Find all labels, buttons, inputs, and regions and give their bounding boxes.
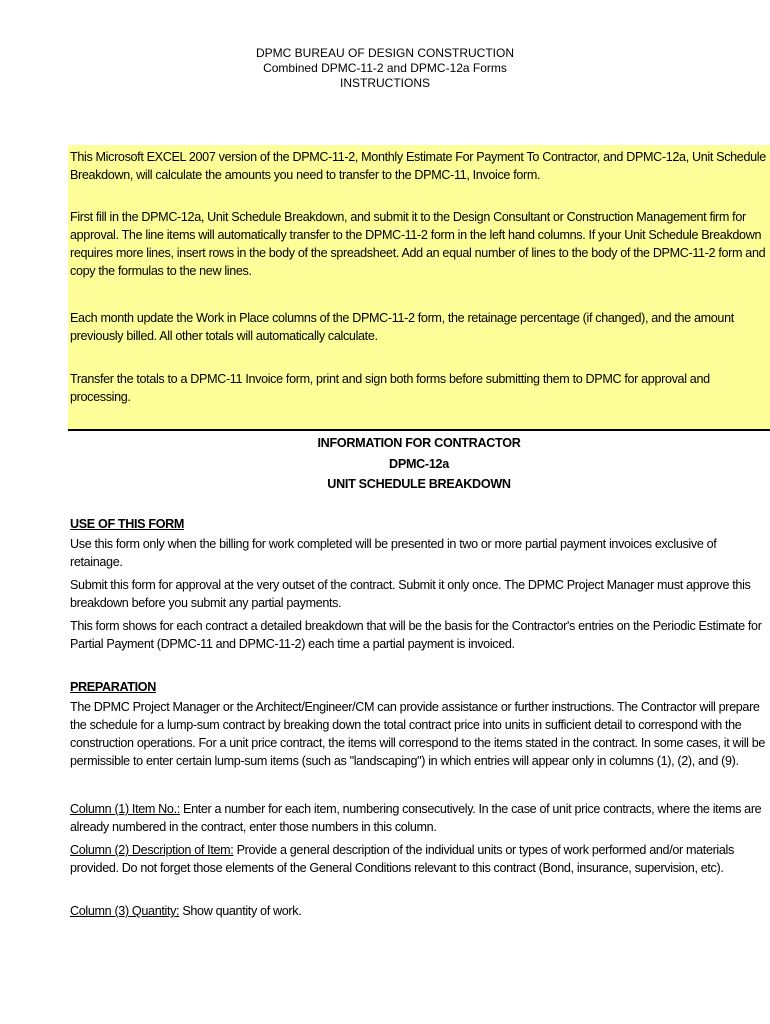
preparation-title: PREPARATION	[70, 680, 156, 694]
document-header	[0, 46, 770, 91]
info-heading-line2: DPMC-12a	[389, 456, 449, 471]
instructions-para-3: Each month update the Work in Place columns of the DPMC-11-2 form, the retainage percentage (if changed), and the amount previously billed. All other totals will automatically calculate.	[70, 311, 734, 343]
info-heading	[68, 433, 770, 495]
use-of-form-title: USE OF THIS FORM	[70, 517, 185, 531]
column-2-label: Column (2) Description of Item:	[70, 843, 234, 857]
preparation-para-1: The DPMC Project Manager or the Architect/Engineer/CM can provide assistance or further instructions. The Contractor will prepare the schedule for a lump-sum contract by breaking down the total contract price into units in sufficient detail to correspond with the construction operations. For a unit price contract, the items will correspond to the items stated in the contract. In some cases, it will be permissible to enter certain lump-sum items (such as "landscaping") in which entries will appear only in columns (1), (2), and (9).	[70, 700, 766, 768]
column-2-text: Provide a general description of the individual units or types of work performed and/or materials provided. Do not forget those elements of the General Conditions relevant to this contract (Bond, insurance, supervision, etc).	[70, 843, 734, 875]
instructions-para-4: Transfer the totals to a DPMC-11 Invoice form, print and sign both forms before submitting them to DPMC for approval and processing.	[70, 372, 710, 404]
header-instructions: INSTRUCTIONS	[340, 76, 430, 90]
header-bureau: DPMC BUREAU OF DESIGN CONSTRUCTION	[255, 46, 514, 60]
header-forms: Combined DPMC-11-2 and DPMC-12a Forms	[263, 61, 507, 75]
column-3-text: Show quantity of work.	[179, 904, 302, 918]
column-3-label: Column (3) Quantity:	[70, 904, 180, 918]
column-2-instruction	[70, 841, 770, 877]
use-of-form-para-3: This form shows for each contract a detailed breakdown that will be the basis for the Contractor's entries on the Periodic Estimate for Partial Payment (DPMC-11 and DPMC-11-2) each time a partial payment is invoiced.	[70, 619, 762, 651]
info-heading-line1: INFORMATION FOR CONTRACTOR	[317, 436, 521, 450]
column-1-instruction	[70, 800, 770, 836]
column-1-label: Column (1) Item No.:	[70, 802, 180, 816]
instructions-para-1: This Microsoft EXCEL 2007 version of the DPMC-11-2, Monthly Estimate For Payment To Contractor, and DPMC-12a, Unit Schedule Breakdown, will calculate the amounts you need to transfer to the DPMC-11, Invoice form.	[70, 150, 766, 182]
column-3-instruction	[70, 902, 770, 920]
column-1-text: Enter a number for each item, numbering consecutively. In the case of unit price contracts, where the items are already numbered in the contract, enter those numbers in this column.	[70, 802, 762, 834]
instructions-box	[68, 145, 770, 431]
instructions-para-2: First fill in the DPMC-12a, Unit Schedule Breakdown, and submit it to the Design Consultant or Construction Management firm for approval. The line items will automatically transfer to the DPMC-11-2 form in the left hand columns. If your Unit Schedule Breakdown requires more lines, insert rows in the body of the spreadsheet. Add an equal number of lines to the body of the DPMC-11-2 form and copy the formulas to the new lines.	[70, 210, 766, 278]
use-of-form-para-1: Use this form only when the billing for work completed will be presented in two or more partial payment invoices exclusive of retainage.	[70, 537, 717, 569]
info-heading-line3: UNIT SCHEDULE BREAKDOWN	[327, 477, 511, 491]
use-of-form-para-2: Submit this form for approval at the very outset of the contract. Submit it only once. The DPMC Project Manager must approve this breakdown before you submit any partial payments.	[70, 578, 751, 610]
